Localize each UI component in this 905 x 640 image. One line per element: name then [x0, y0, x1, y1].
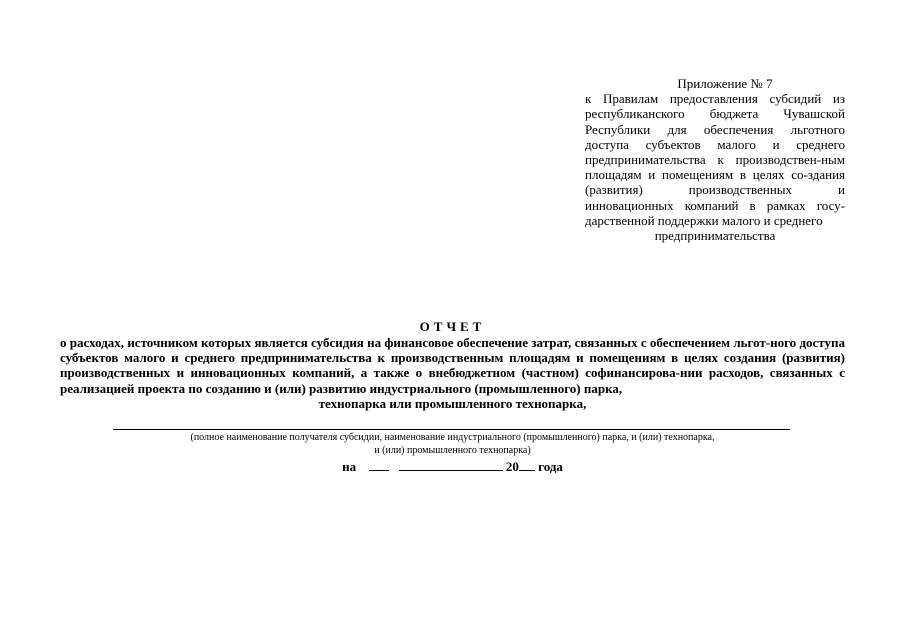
year-blank	[519, 459, 535, 471]
report-period	[0, 459, 905, 475]
recipient-fill-line	[113, 429, 790, 430]
period-suffix: года	[538, 459, 563, 474]
appendix-text	[585, 91, 845, 243]
appendix-text-last: предпринимательства	[654, 228, 776, 244]
appendix-block	[585, 76, 845, 243]
day-blank	[369, 459, 389, 471]
period-prefix: на	[342, 459, 357, 474]
month-blank	[399, 459, 503, 471]
year-prefix: 20	[505, 459, 519, 474]
report-subtitle	[60, 335, 845, 411]
caption-line-2: и (или) промышленного технопарка)	[374, 444, 531, 456]
appendix-title: Приложение № 7	[677, 76, 773, 91]
appendix-text-main: к Правилам предоставления субсидий из республиканского бюджета Чувашской Республики для обеспечения льготного доступа субъектов малого и среднего предпринимательства к производствен-ным площадям и помещениям в целях со-здания (развития) производственных и инновационных компаний в рамках госу-дарственной поддержки малого и среднего	[585, 91, 845, 228]
caption-line-1: (полное наименование получателя субсидии, наименование индустриального (промышленного) парка, и (или) технопарка,	[190, 432, 715, 443]
recipient-caption	[100, 432, 805, 457]
report-subtitle-main: о расходах, источником которых является субсидия на финансовое обеспечение затрат, связанных с обеспечением льгот-ного доступа субъектов малого и среднего предпринимательства к производственным площадям и помещениям в целях создания (развития) производственных и инновационных компаний, а также о внебюджетном (частном) софинансирова-нии расходов, связанных с реализацией проекта по созданию и (или) развитию индустриального (промышленного) парка,	[60, 335, 845, 396]
report-subtitle-last: технопарка или промышленного технопарка,	[318, 395, 587, 411]
report-title: ОТЧЕТ	[419, 319, 486, 334]
